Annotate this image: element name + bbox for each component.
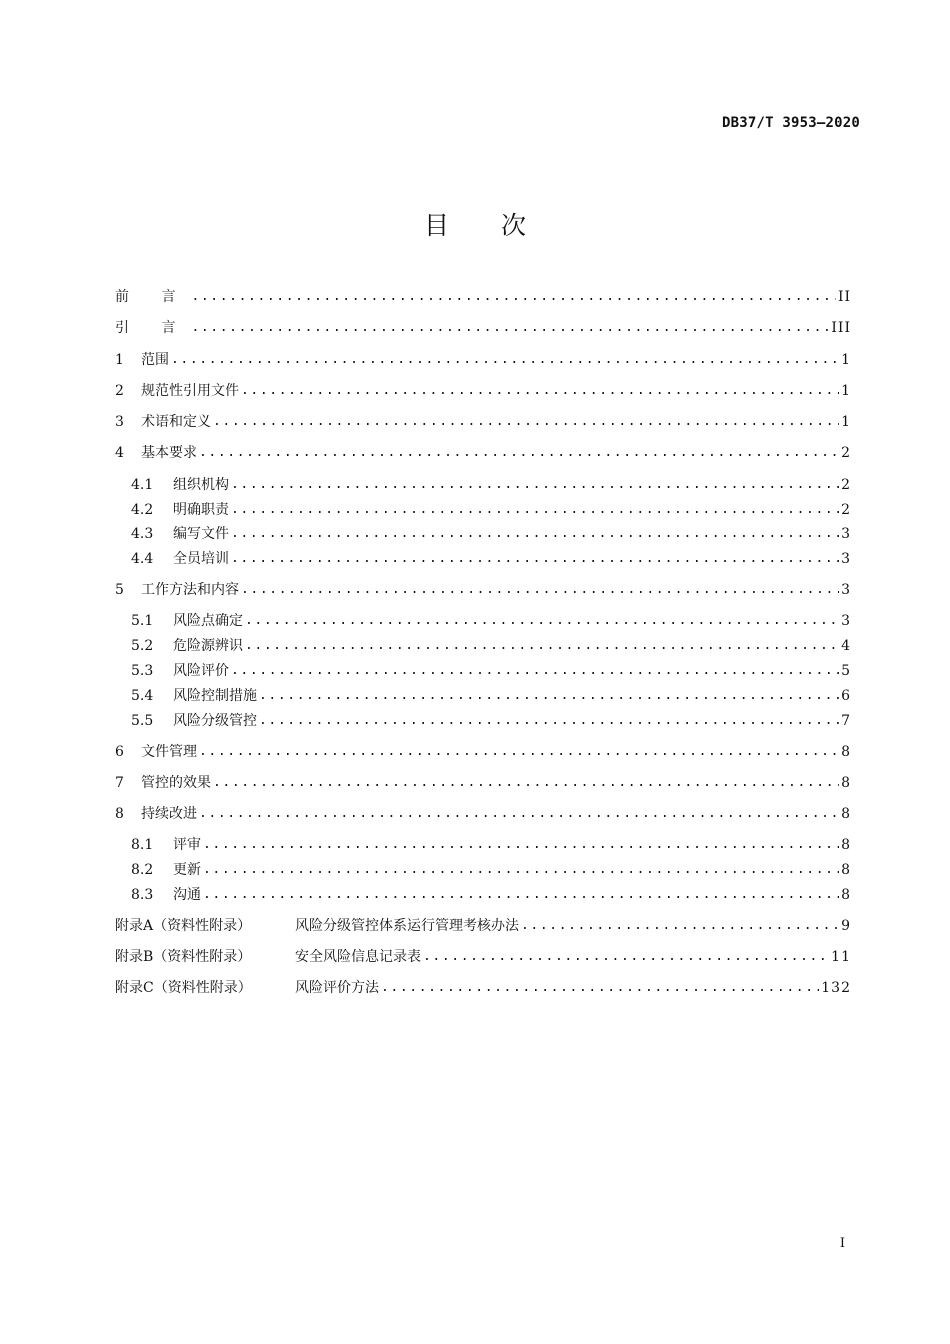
toc-entry-page: 8 — [841, 837, 851, 853]
page-number: I — [839, 1236, 845, 1251]
toc-entry[interactable] — [115, 523, 851, 545]
toc-entry-page: 1 — [841, 352, 851, 368]
toc-entry-title: 术语和定义 — [141, 414, 211, 430]
toc-entry-page: 3 — [841, 613, 851, 629]
toc-entry-title: 风险评价方法 — [295, 980, 379, 996]
toc-leader-dots — [191, 286, 835, 308]
toc-entry-page: 2 — [841, 502, 851, 518]
toc-entry-page: 11 — [831, 949, 851, 965]
toc-leader-dots — [231, 660, 839, 682]
toc-entry-page: 6 — [841, 688, 851, 704]
toc-entry-number: 4.4 — [131, 551, 154, 567]
toc-entry-number: 5.2 — [131, 638, 154, 654]
toc-entry-number: 附录A（资料性附录） — [115, 918, 252, 934]
toc-entry-page: 2 — [841, 477, 851, 493]
toc-entry-title: 组织机构 — [173, 477, 229, 493]
toc-leader-dots — [241, 380, 839, 402]
toc-leader-dots — [203, 834, 839, 856]
toc-entry[interactable] — [115, 610, 851, 632]
toc-entry[interactable] — [115, 474, 851, 496]
toc-entry-number: 4 — [115, 445, 124, 461]
toc-leader-dots — [199, 442, 839, 464]
toc-entry-page: 7 — [841, 713, 851, 729]
toc-entry[interactable] — [115, 915, 851, 937]
toc-entry[interactable] — [115, 548, 851, 570]
toc-entry-title: 风险点确定 — [173, 613, 243, 629]
toc-entry-title: 风险控制措施 — [173, 688, 257, 704]
toc-entry-page: 3 — [841, 526, 851, 542]
toc-entry-title: 基本要求 — [141, 445, 197, 461]
toc-entry-page: 1 — [841, 383, 851, 399]
toc-entry-number: 1 — [115, 352, 124, 368]
toc-entry-number: 7 — [115, 775, 124, 791]
toc-entry-page: 4 — [841, 638, 851, 654]
toc-leader-dots — [203, 884, 839, 906]
toc-entry-page: 132 — [821, 980, 851, 996]
toc-entry-title: 风险分级管控体系运行管理考核办法 — [295, 918, 519, 934]
toc-entry-number: 4.2 — [131, 502, 154, 518]
toc-leader-dots — [231, 474, 839, 496]
toc-entry[interactable] — [115, 859, 851, 881]
toc-entry-title: 管控的效果 — [141, 775, 211, 791]
toc-entry[interactable] — [115, 499, 851, 521]
toc-entry-number: 2 — [115, 383, 124, 399]
page-title: 目 次 — [424, 211, 548, 240]
toc-entry-page: 8 — [841, 806, 851, 822]
toc-entry-number: 5.1 — [131, 613, 154, 629]
toc-entry-number: 5.4 — [131, 688, 154, 704]
toc-entry[interactable] — [115, 286, 851, 308]
toc-entry-title: 风险分级管控 — [173, 713, 257, 729]
toc-entry-page: 8 — [841, 775, 851, 791]
toc-entry-number: 附录C（资料性附录） — [115, 980, 252, 996]
toc-entry[interactable] — [115, 772, 851, 794]
toc-leader-dots — [199, 741, 839, 763]
toc-entry-title: 范围 — [141, 352, 169, 368]
toc-entry-title: 规范性引用文件 — [141, 383, 239, 399]
toc-entry-page: II — [837, 289, 851, 305]
toc-leader-dots — [381, 977, 819, 999]
toc-entry-title: 全员培训 — [173, 551, 229, 567]
toc-entry[interactable] — [115, 884, 851, 906]
toc-entry[interactable] — [115, 946, 851, 968]
toc-entry-title: 沟通 — [173, 887, 201, 903]
toc-entry[interactable] — [115, 442, 851, 464]
toc-entry[interactable] — [115, 411, 851, 433]
toc-entry-number: 5.5 — [131, 713, 154, 729]
toc-leader-dots — [199, 803, 839, 825]
toc-entry-number: 5 — [115, 582, 124, 598]
toc-entry-page: 1 — [841, 414, 851, 430]
toc-leader-dots — [259, 710, 839, 732]
toc-entry-title: 文件管理 — [141, 744, 197, 760]
toc-entry-title: 编写文件 — [173, 526, 229, 542]
toc-entry-title: 安全风险信息记录表 — [295, 949, 421, 965]
toc-entry-number: 8.2 — [131, 862, 154, 878]
toc-entry[interactable] — [115, 685, 851, 707]
toc-entry-page: 3 — [841, 551, 851, 567]
toc-leader-dots — [521, 915, 839, 937]
toc-entry[interactable] — [115, 977, 851, 999]
toc-leader-dots — [171, 349, 839, 371]
toc-entry-page: III — [831, 320, 851, 336]
toc-entry-title: 明确职责 — [173, 502, 229, 518]
toc-entry[interactable] — [115, 741, 851, 763]
toc-entry-number: 4.1 — [131, 477, 154, 493]
toc-entry[interactable] — [115, 317, 851, 339]
toc-entry-number: 8.1 — [131, 837, 154, 853]
toc-leader-dots — [423, 946, 829, 968]
toc-entry-title: 危险源辨识 — [173, 638, 243, 654]
toc-entry-number: 6 — [115, 744, 124, 760]
toc-entry-page: 8 — [841, 862, 851, 878]
toc-entry[interactable] — [115, 710, 851, 732]
toc-entry-number: 3 — [115, 414, 124, 430]
toc-entry-title: 引 言 — [115, 320, 190, 336]
toc-entry[interactable] — [115, 660, 851, 682]
toc-entry-number: 附录B（资料性附录） — [115, 949, 252, 965]
toc-entry-number: 5.3 — [131, 663, 154, 679]
toc-entry[interactable] — [115, 635, 851, 657]
toc-leader-dots — [213, 772, 839, 794]
toc-entry[interactable] — [115, 380, 851, 402]
toc-entry-page: 3 — [841, 582, 851, 598]
toc-leader-dots — [245, 635, 839, 657]
toc-entry-page: 9 — [841, 918, 851, 934]
toc-leader-dots — [231, 523, 839, 545]
toc-entry-title: 工作方法和内容 — [141, 582, 239, 598]
toc-entry[interactable] — [115, 834, 851, 856]
toc-entry-title: 更新 — [173, 862, 201, 878]
toc-leader-dots — [213, 411, 839, 433]
toc-leader-dots — [191, 317, 829, 339]
toc-entry[interactable] — [115, 349, 851, 371]
toc-leader-dots — [245, 610, 839, 632]
toc-entry-title: 前 言 — [115, 289, 190, 305]
toc-entry-page: 5 — [841, 663, 851, 679]
toc-leader-dots — [241, 579, 839, 601]
toc-entry-page: 8 — [841, 744, 851, 760]
toc-entry-number: 8.3 — [131, 887, 154, 903]
document-code: DB37/T 3953—2020 — [721, 115, 860, 131]
toc-entry-page: 2 — [841, 445, 851, 461]
toc-entry-page: 8 — [841, 887, 851, 903]
toc-leader-dots — [259, 685, 839, 707]
toc-leader-dots — [231, 548, 839, 570]
toc-entry-title: 持续改进 — [141, 806, 197, 822]
toc-entry-number: 4.3 — [131, 526, 154, 542]
toc-leader-dots — [203, 859, 839, 881]
toc-entry-title: 风险评价 — [173, 663, 229, 679]
toc-entry[interactable] — [115, 579, 851, 601]
toc-entry[interactable] — [115, 803, 851, 825]
toc-entry-title: 评审 — [173, 837, 201, 853]
toc-entry-number: 8 — [115, 806, 124, 822]
toc-leader-dots — [231, 499, 839, 521]
